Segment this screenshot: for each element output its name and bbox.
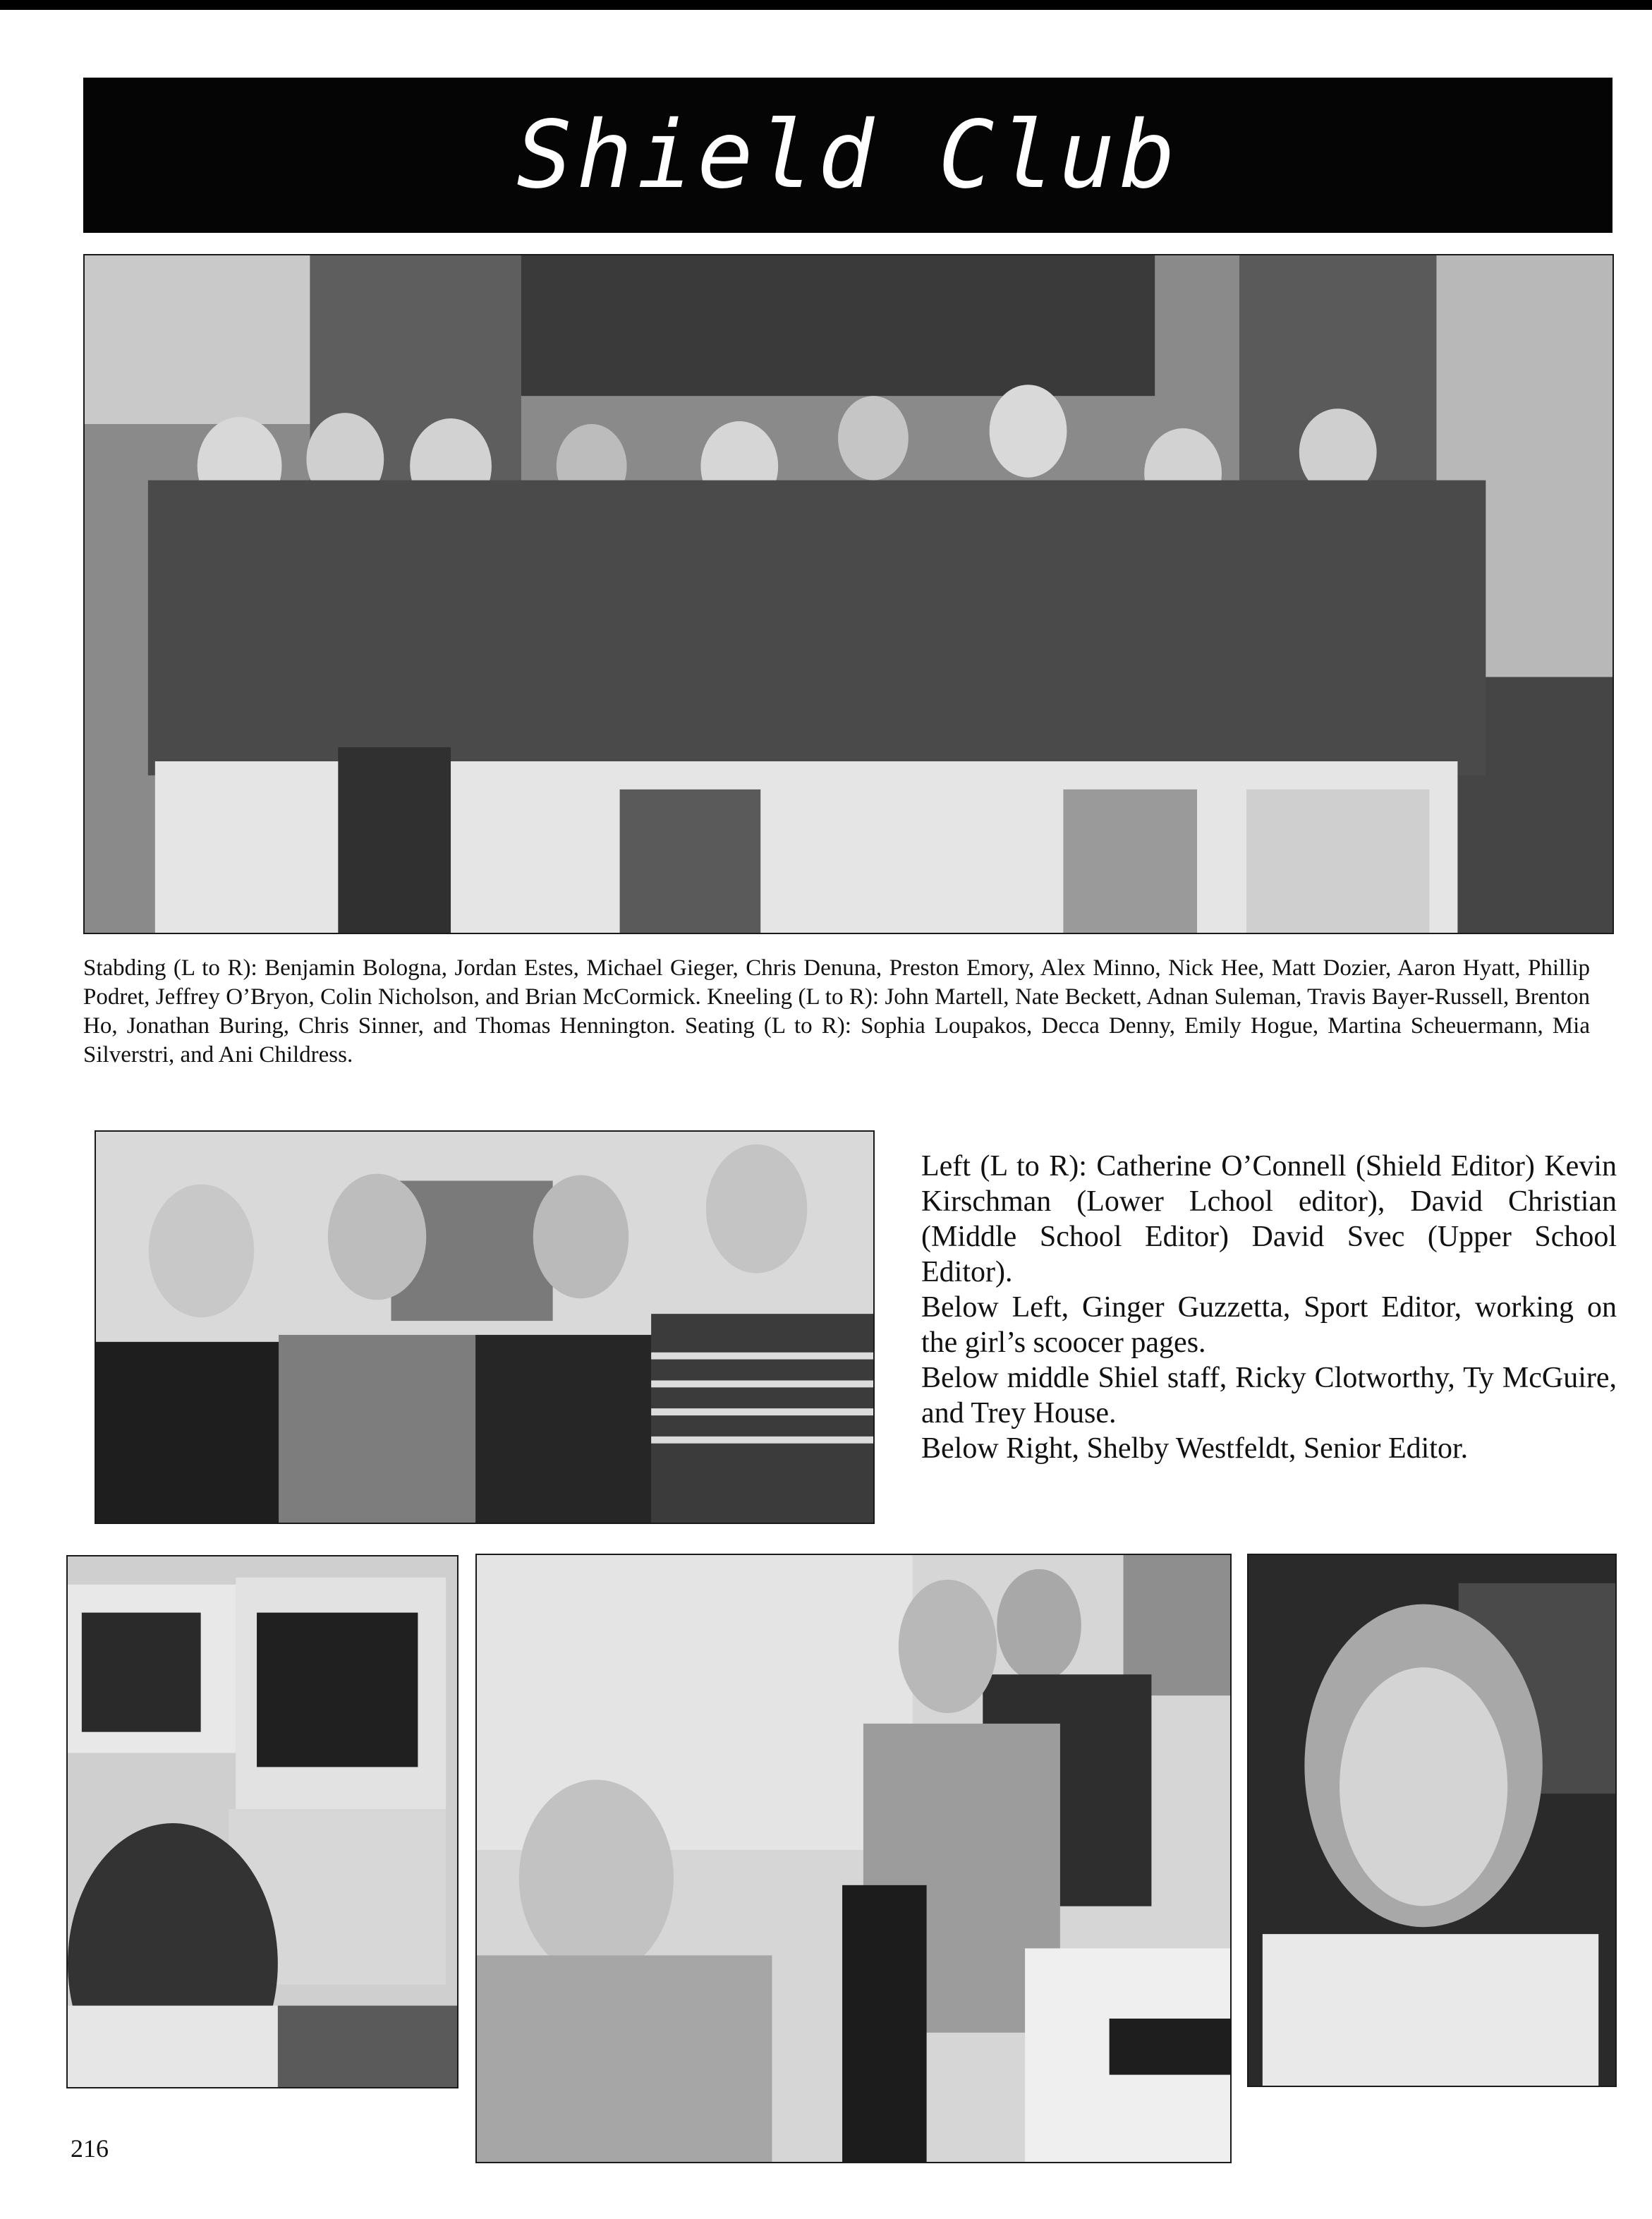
top-border xyxy=(0,0,1652,10)
shield-staff-photo-image xyxy=(477,1555,1230,2162)
group-photo-caption: Stabding (L to R): Benjamin Bologna, Jordan Estes, Michael Gieger, Chris Denuna, Preston Emory, Alex Minno, Nick Hee, Matt Dozier, Aaron Hyatt, Phillip Podret, Jeffrey O’Bryon, Colin Nicholson, and Brian McCormick. Kneeling (L to R): John Martell, Nate Beckett, Adnan Suleman, Travis Bayer-Russell, Brenton Ho, Jonathan Buring, Chris Sinner, and Thomas Hennington. Seating (L to R): Sophia Loupakos, Decca Denny, Emily Hogue, Martina Scheuermann, Mia Silverstri, and Ani Childress. xyxy=(83,955,1590,1068)
group-photo-image xyxy=(85,255,1612,933)
page-number: 216 xyxy=(71,2134,109,2163)
group-photo xyxy=(83,254,1614,934)
staff-line-senior-editor: Below Right, Shelby Westfeldt, Senior Editor. xyxy=(921,1432,1469,1465)
staff-description xyxy=(921,1149,1617,1466)
shield-staff-photo xyxy=(475,1554,1232,2163)
sport-editor-photo-image xyxy=(68,1556,457,2087)
senior-editor-photo-image xyxy=(1249,1555,1615,2086)
staff-line-editors: Left (L to R): Catherine O’Connell (Shield Editor) Kevin Kirschman (Lower Lchool editor), David Christian (Middle School Editor) David Svec (Upper School Editor). xyxy=(921,1150,1617,1288)
title-banner xyxy=(83,78,1612,233)
page-title: Shield Club xyxy=(516,101,1180,210)
editors-photo xyxy=(95,1130,875,1524)
editors-photo-image xyxy=(96,1132,873,1523)
senior-editor-photo xyxy=(1247,1554,1617,2087)
staff-line-shield-staff: Below middle Shiel staff, Ricky Clotworthy, Ty McGuire, and Trey House. xyxy=(921,1362,1617,1429)
staff-line-sport-editor: Below Left, Ginger Guzzetta, Sport Editor, working on the girl’s scoocer pages. xyxy=(921,1291,1617,1359)
sport-editor-photo xyxy=(66,1555,458,2088)
